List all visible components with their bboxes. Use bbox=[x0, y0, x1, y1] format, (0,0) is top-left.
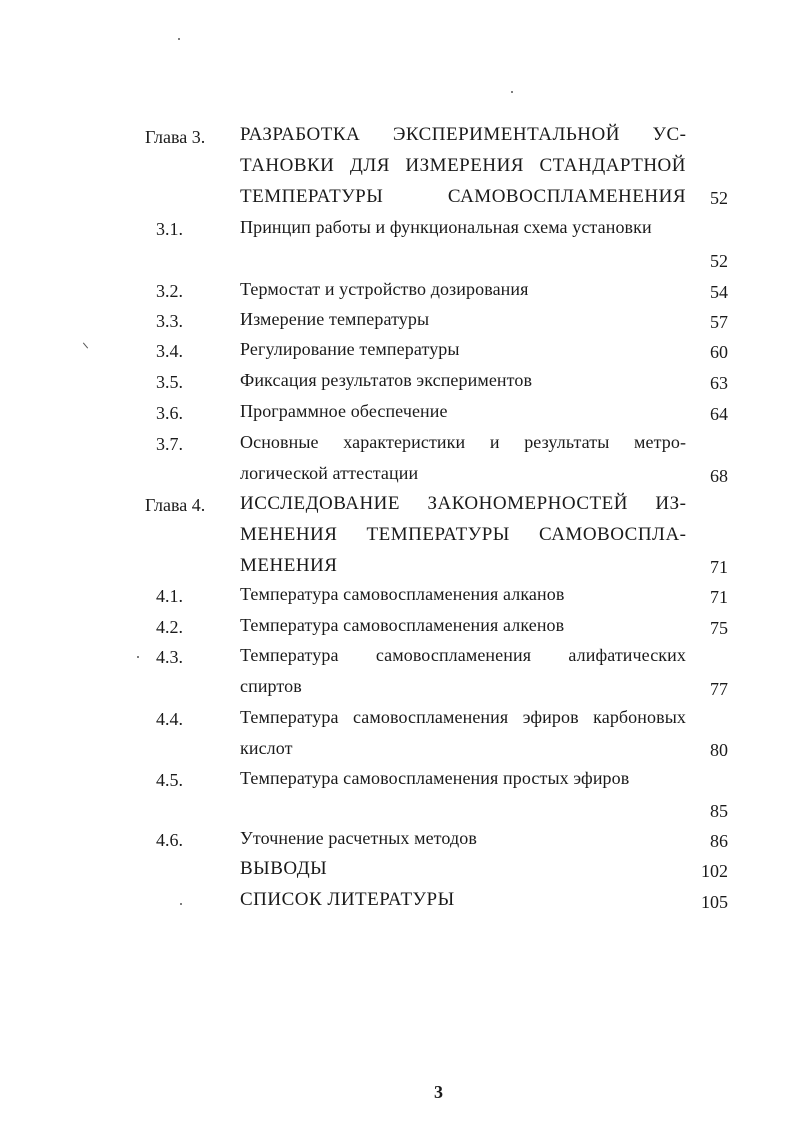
toc-entry-label: 4.5. bbox=[156, 770, 183, 790]
toc-entry-title: ИССЛЕДОВАНИЕ ЗАКОНОМЕРНОСТЕЙ ИЗМЕНЕНИЯ ТЕМПЕРАТУРЫ САМОВОСПЛАМЕНЕНИЯ bbox=[240, 493, 686, 576]
toc-entry-page: 86 bbox=[710, 831, 728, 851]
toc-entry-title: Уточнение расчетных методов bbox=[240, 828, 477, 848]
toc-entry-page: 63 bbox=[710, 373, 728, 393]
scan-speck bbox=[178, 38, 180, 40]
toc-entry-label: 3.3. bbox=[156, 311, 183, 331]
toc-entry-title: Термостат и устройство дозирования bbox=[240, 279, 529, 299]
toc-entry-page: 52 bbox=[710, 188, 728, 208]
toc-entry-label: 3.1. bbox=[156, 219, 183, 239]
scan-speck bbox=[83, 342, 88, 348]
toc-entry-page: 80 bbox=[710, 740, 728, 760]
toc-entry-title: СПИСОК ЛИТЕРАТУРЫ bbox=[240, 889, 455, 910]
toc-entry-page: 85 bbox=[710, 801, 728, 821]
toc-entry-title: Температура самовоспламенения алкенов bbox=[240, 615, 565, 635]
scan-speck bbox=[137, 656, 139, 658]
toc-entry-page: 105 bbox=[701, 892, 728, 912]
toc-entry-label: 4.6. bbox=[156, 830, 183, 850]
toc-entry-page: 64 bbox=[710, 404, 728, 424]
toc-entry-page: 57 bbox=[710, 312, 728, 332]
toc-entry-label: 4.1. bbox=[156, 586, 183, 606]
toc-entry-label: Глава 3. bbox=[145, 127, 206, 147]
page-number: 3 bbox=[434, 1082, 443, 1102]
toc-entry-page: 68 bbox=[710, 466, 728, 486]
toc-entry-label: 3.2. bbox=[156, 281, 183, 301]
toc-entry-page: 52 bbox=[710, 251, 728, 271]
toc-entry-page: 77 bbox=[710, 679, 728, 699]
scan-speck bbox=[511, 91, 513, 93]
toc-entry-title: Фиксация результатов экспериментов bbox=[240, 370, 533, 390]
toc-entry-title: ВЫВОДЫ bbox=[240, 858, 328, 879]
toc-entry-title: Температура самовоспламенения алифатических спиртов bbox=[240, 645, 686, 696]
toc-entry-title: Температура самовоспламенения простых эфиров bbox=[240, 768, 630, 788]
toc-entry-label: 3.5. bbox=[156, 372, 183, 392]
toc-entry-label: 3.7. bbox=[156, 434, 183, 454]
toc-entry-title: Принцип работы и функциональная схема установки bbox=[240, 217, 652, 237]
toc-entry-page: 54 bbox=[710, 282, 728, 302]
toc-entry-title: РАЗРАБОТКА ЭКСПЕРИМЕНТАЛЬНОЙ УСТАНОВКИ ДЛЯ ИЗМЕРЕНИЯ СТАНДАРТНОЙ ТЕМПЕРАТУРЫ САМОВОСПЛАМЕНЕНИЯ bbox=[240, 124, 686, 207]
toc-entry-page: 75 bbox=[710, 618, 728, 638]
toc-entry-label: Глава 4. bbox=[145, 495, 206, 515]
toc-entry-page: 60 bbox=[710, 342, 728, 362]
toc-entry-label: 4.3. bbox=[156, 647, 183, 667]
toc-entry-page: 71 bbox=[710, 557, 728, 577]
toc-entry-page: 102 bbox=[701, 861, 728, 881]
toc-entry-label: 3.6. bbox=[156, 403, 183, 423]
toc-entry-title: Программное обеспечение bbox=[240, 401, 448, 421]
toc-entry-label: 3.4. bbox=[156, 341, 183, 361]
toc-entry-title: Температура самовоспламенения эфиров карбоновых кислот bbox=[240, 707, 686, 758]
toc-entry-label: 4.4. bbox=[156, 709, 183, 729]
toc-entry-title: Температура самовоспламенения алканов bbox=[240, 584, 565, 604]
scan-speck bbox=[180, 903, 182, 905]
toc-entry-title: Регулирование температуры bbox=[240, 339, 460, 359]
toc-entry-label: 4.2. bbox=[156, 617, 183, 637]
toc-entry-page: 71 bbox=[710, 587, 728, 607]
toc-entry-title: Основные характеристики и результаты метрологической аттестации bbox=[240, 432, 686, 483]
toc-entry-title: Измерение температуры bbox=[240, 309, 430, 329]
